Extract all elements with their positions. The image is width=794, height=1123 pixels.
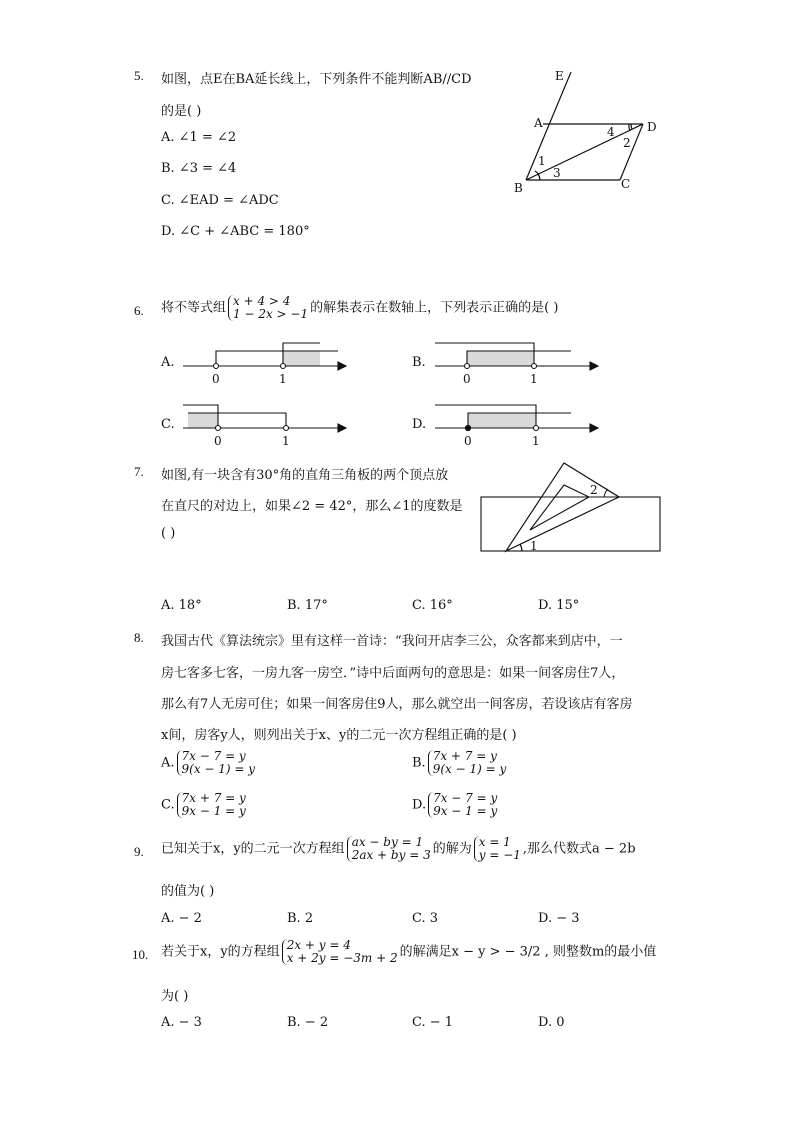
q8-line3: 那么有7人无房可住；如果一间客房住9人，那么就空出一间客房，若设该店有客房 (161, 697, 633, 712)
q5-stem-line1: 如图，点E在BA延长线上，下列条件不能判断AB//CD (161, 72, 472, 87)
q8-line2: 房七客多七客，一房九客一房空．”诗中后面两句的意思是：如果一间客房住7人， (161, 666, 625, 681)
q9-option-d[interactable]: D. − 3 (538, 911, 580, 926)
q5-option-b[interactable]: B. ∠3 = ∠4 (161, 161, 237, 176)
q9-solution-system: x = 1 y = −1 (474, 836, 521, 862)
q5-option-a[interactable]: A. ∠1 = ∠2 (161, 130, 237, 145)
svg-text:0: 0 (464, 434, 472, 448)
svg-text:0: 0 (214, 434, 222, 448)
q5-angle-2: 2 (623, 136, 631, 150)
q8-line4: x间，房客y人，则列出关于x、y的二元一次方程组正确的是( ) (161, 728, 517, 743)
q5-option-c[interactable]: C. ∠EAD = ∠ADC (161, 193, 279, 208)
svg-text:0: 0 (463, 372, 471, 386)
q9-option-c[interactable]: C. 3 (412, 911, 439, 926)
svg-text:1: 1 (282, 434, 290, 448)
q5-label-e: E (555, 69, 564, 83)
q7-option-a[interactable]: A. 18° (161, 598, 202, 613)
q6-option-a-number-line[interactable] (183, 340, 343, 390)
q6-option-d-label[interactable]: D. (412, 417, 427, 432)
q5-label-a: A (534, 116, 543, 130)
q8-option-b[interactable]: B. 7x + 7 = y 9(x − 1) = y (412, 749, 507, 776)
q5-number: 5. (134, 68, 144, 83)
q9-equation-system: ax − by = 1 2ax + by = 3 (347, 836, 431, 862)
q10-line2: 为( ) (161, 989, 189, 1004)
q10-stem: 若关于x，y的方程组 2x + y = 4 x + 2y = −3m + 2 的解满足x − y > − 3/2 , 则整数m的最小值 (161, 938, 657, 965)
q5-angle-3: 3 (553, 166, 561, 180)
q8-option-a[interactable]: A. 7x − 7 = y 9(x − 1) = y (161, 749, 256, 776)
q6-inequality-system: x + 4 > 4 1 − 2x > −1 (228, 295, 308, 321)
q7-angle-1: 1 (530, 539, 538, 553)
q10-option-a[interactable]: A. − 3 (161, 1015, 202, 1030)
q10-equation-system: 2x + y = 4 x + 2y = −3m + 2 (282, 939, 398, 965)
svg-text:1: 1 (279, 372, 287, 386)
q5-stem-line2: 的是( ) (161, 104, 202, 119)
q10-option-b[interactable]: B. − 2 (287, 1015, 329, 1030)
q7-angle-2: 2 (590, 483, 598, 497)
svg-text:1: 1 (530, 372, 538, 386)
q7-option-d[interactable]: D. 15° (538, 598, 580, 613)
svg-text:0: 0 (212, 372, 220, 386)
q7-line1: 如图,有一块含有30°角的直角三角板的两个顶点放 (161, 468, 449, 483)
q5-option-d[interactable]: D. ∠C + ∠ABC = 180° (161, 224, 310, 239)
q6-option-b-label[interactable]: B. (412, 355, 426, 370)
q6-option-b-number-line[interactable] (435, 340, 595, 390)
q6-stem: 将不等式组 x + 4 > 4 1 − 2x > −1 的解集表示在数轴上，下列表示正确的是( ) (161, 294, 559, 321)
q8-line1: 我国古代《算法统宗》里有这样一首诗：“我问开店李三公，众客都来到店中，一 (161, 634, 623, 649)
q7-option-b[interactable]: B. 17° (287, 598, 328, 613)
svg-text:1: 1 (532, 434, 540, 448)
q5-parallelogram-figure (505, 65, 675, 195)
q7-ruler-triangle-figure (478, 460, 668, 560)
q6-number: 6. (134, 303, 144, 318)
q8-option-d[interactable]: D. 7x − 7 = y 9x − 1 = y (412, 791, 498, 818)
q8-option-c[interactable]: C. 7x + 7 = y 9x − 1 = y (161, 791, 246, 818)
q8-number: 8. (134, 630, 144, 645)
q10-option-c[interactable]: C. − 1 (412, 1015, 454, 1030)
q9-option-a[interactable]: A. − 2 (161, 911, 202, 926)
q9-stem: 已知关于x，y的二元一次方程组 ax − by = 1 2ax + by = 3 的解为 x = 1 y = −1 ,那么代数式a − 2b (161, 835, 636, 862)
q5-label-d: D (647, 120, 657, 134)
q9-line2: 的值为( ) (161, 884, 215, 899)
q10-number: 10. (132, 947, 149, 962)
q7-option-c[interactable]: C. 16° (412, 598, 453, 613)
q7-number: 7. (134, 464, 144, 479)
q7-line3: ( ) (161, 526, 176, 541)
q7-line2: 在直尺的对边上，如果∠2 = 42°，那么∠1的度数是 (161, 499, 463, 514)
q9-option-b[interactable]: B. 2 (287, 911, 314, 926)
q6-option-a-label[interactable]: A. (161, 355, 175, 370)
q9-number: 9. (134, 844, 144, 859)
q6-option-c-number-line[interactable] (183, 402, 343, 452)
q5-label-b: B (514, 181, 523, 195)
q5-angle-1: 1 (538, 154, 546, 168)
q6-option-c-label[interactable]: C. (161, 417, 175, 432)
q5-label-c: C (621, 177, 631, 191)
q10-option-d[interactable]: D. 0 (538, 1015, 565, 1030)
q5-angle-4: 4 (607, 125, 615, 139)
q6-option-d-number-line[interactable] (435, 402, 595, 452)
